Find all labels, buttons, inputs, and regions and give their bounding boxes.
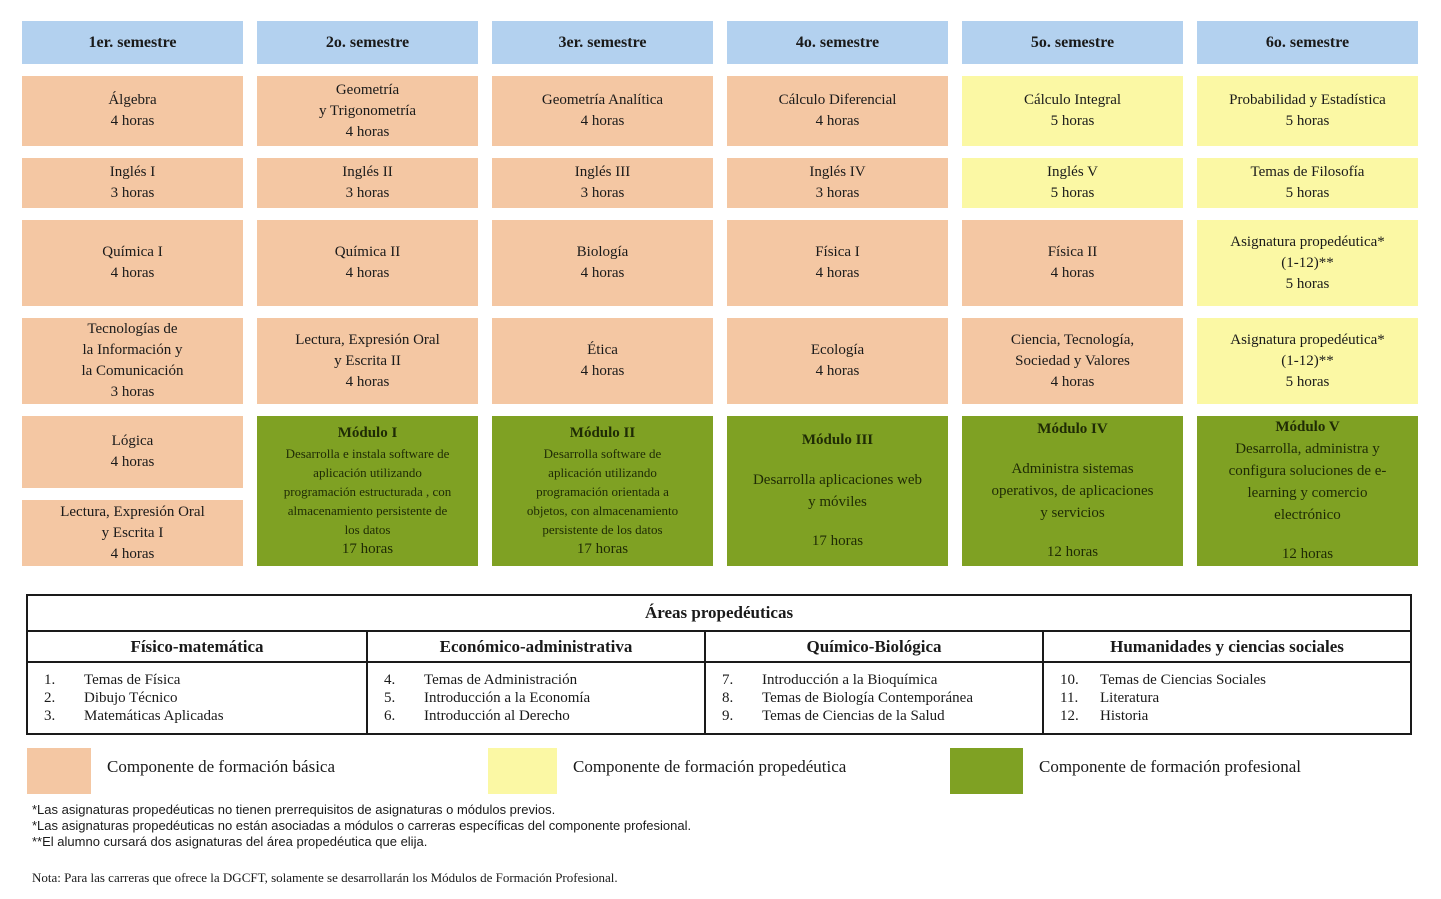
subject-ingles-4: Inglés IV 3 horas <box>727 158 948 208</box>
areas-title: Áreas propedéuticas <box>28 596 1410 632</box>
subject-quimica-2: Química II 4 horas <box>257 220 478 306</box>
list-item: 6. Introducción al Derecho <box>384 708 570 724</box>
subject-lectura-2: Lectura, Expresión Oral y Escrita II 4 horas <box>257 318 478 404</box>
subject-asignatura-propedeutica-1: Asignatura propedéutica* (1-12)** 5 horas <box>1197 220 1418 306</box>
subject-temas-filosofia: Temas de Filosofía 5 horas <box>1197 158 1418 208</box>
subject-ecologia: Ecología 4 horas <box>727 318 948 404</box>
subject-algebra: Álgebra 4 horas <box>22 76 243 146</box>
legend-label-profesional: Componente de formación profesional <box>1039 757 1302 776</box>
list-item: 8. Temas de Biología Contemporánea <box>722 690 973 706</box>
list-item: 9. Temas de Ciencias de la Salud <box>722 708 945 724</box>
area-header: Físico-matemática <box>28 632 366 663</box>
subject-etica: Ética 4 horas <box>492 318 713 404</box>
semester-header-4: 4o. semestre <box>727 21 948 64</box>
areas-propedeuticas-table <box>26 594 1412 735</box>
nota: Nota: Para las carreras que ofrece la DGCFT, solamente se desarrollarán los Módulos de Formación Profesional. <box>32 870 618 885</box>
list-item: 12. Historia <box>1060 708 1149 724</box>
legend-swatch-profesional <box>950 748 1023 794</box>
list-item: 3. Matemáticas Aplicadas <box>44 708 224 724</box>
area-economico-administrativa <box>366 632 704 733</box>
module-5: Módulo V Desarrolla, administra y configura soluciones de e- learning y comercio electrónico 12 horas <box>1197 416 1418 566</box>
list-item: 11. Literatura <box>1060 690 1160 706</box>
semester-header-3: 3er. semestre <box>492 21 713 64</box>
subject-geometria-analitica: Geometría Analítica 4 horas <box>492 76 713 146</box>
area-quimico-biologica <box>704 632 1042 733</box>
footnote-2: *Las asignaturas propedéuticas no están asociadas a módulos o carreras específicas del componente profesional. <box>32 818 692 833</box>
subject-ingles-2: Inglés II 3 horas <box>257 158 478 208</box>
subject-calculo-diferencial: Cálculo Diferencial 4 horas <box>727 76 948 146</box>
subject-probabilidad: Probabilidad y Estadística 5 horas <box>1197 76 1418 146</box>
footnote-3: **El alumno cursará dos asignaturas del área propedéutica que elija. <box>32 834 428 849</box>
list-item: 10. Temas de Ciencias Sociales <box>1060 672 1266 688</box>
module-4: Módulo IV Administra sistemas operativos, de aplicaciones y servicios 12 horas <box>962 416 1183 566</box>
subject-tic: Tecnologías de la Información y la Comunicación 3 horas <box>22 318 243 404</box>
module-2: Módulo II Desarrolla software de aplicación utilizando programación orientada a objetos, con almacenamiento persistente de los datos 17 horas <box>492 416 713 566</box>
legend-swatch-propedeutica <box>488 748 557 794</box>
subject-geometria-trigonometria: Geometría y Trigonometría 4 horas <box>257 76 478 146</box>
list-item: 7. Introducción a la Bioquímica <box>722 672 938 688</box>
subject-lectura-1: Lectura, Expresión Oral y Escrita I 4 horas <box>22 500 243 566</box>
legend-label-basica: Componente de formación básica <box>107 757 336 776</box>
subject-calculo-integral: Cálculo Integral 5 horas <box>962 76 1183 146</box>
list-item: 1. Temas de Física <box>44 672 181 688</box>
subject-quimica-1: Química I 4 horas <box>22 220 243 306</box>
area-fisico-matematica <box>28 632 366 733</box>
subject-asignatura-propedeutica-2: Asignatura propedéutica* (1-12)** 5 horas <box>1197 318 1418 404</box>
subject-ctsv: Ciencia, Tecnología, Sociedad y Valores 4 horas <box>962 318 1183 404</box>
list-item: 2. Dibujo Técnico <box>44 690 178 706</box>
legend-swatch-basica <box>27 748 91 794</box>
area-header: Económico-administrativa <box>368 632 704 663</box>
list-item: 4. Temas de Administración <box>384 672 578 688</box>
module-3: Módulo III Desarrolla aplicaciones web y móviles 17 horas <box>727 416 948 566</box>
module-1: Módulo I Desarrolla e instala software de aplicación utilizando programación estructurada , con almacenamiento persistente de los datos 17 horas <box>257 416 478 566</box>
list-item: 5. Introducción a la Economía <box>384 690 591 706</box>
footnote-1: *Las asignaturas propedéuticas no tienen prerrequisitos de asignaturas o módulos previos. <box>32 802 556 817</box>
subject-fisica-1: Física I 4 horas <box>727 220 948 306</box>
legend-label-propedeutica: Componente de formación propedéutica <box>573 757 847 776</box>
subject-biologia: Biología 4 horas <box>492 220 713 306</box>
area-header: Humanidades y ciencias sociales <box>1044 632 1410 663</box>
area-header: Químico-Biológica <box>706 632 1042 663</box>
subject-fisica-2: Física II 4 horas <box>962 220 1183 306</box>
subject-ingles-3: Inglés III 3 horas <box>492 158 713 208</box>
semester-header-2: 2o. semestre <box>257 21 478 64</box>
semester-header-5: 5o. semestre <box>962 21 1183 64</box>
subject-ingles-1: Inglés I 3 horas <box>22 158 243 208</box>
semester-header-6: 6o. semestre <box>1197 21 1418 64</box>
subject-ingles-5: Inglés V 5 horas <box>962 158 1183 208</box>
area-humanidades <box>1042 632 1410 733</box>
subject-logica: Lógica 4 horas <box>22 416 243 488</box>
semester-header-1: 1er. semestre <box>22 21 243 64</box>
